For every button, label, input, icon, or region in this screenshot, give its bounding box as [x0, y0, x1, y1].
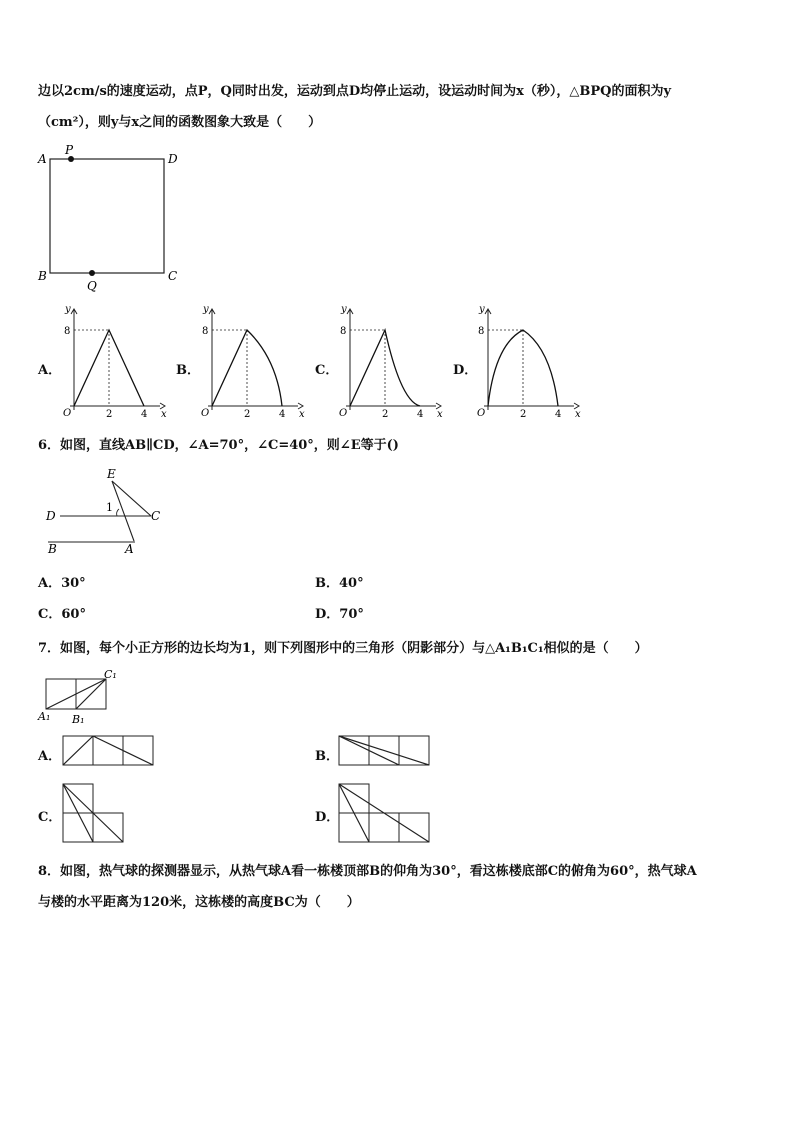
x-axis-label: x	[161, 409, 167, 420]
line-ea	[112, 481, 134, 541]
label-e: E	[107, 467, 116, 481]
q5-square-figure	[34, 142, 194, 292]
tick-label-4: 4	[141, 409, 148, 420]
tick-label-2: 2	[106, 409, 113, 420]
label-c1: C₁	[104, 668, 117, 681]
q6-option-a: A．30°	[38, 576, 86, 591]
tick-label-8: 8	[64, 326, 71, 337]
tick-label-2: 2	[520, 409, 527, 420]
label-a: A	[125, 542, 134, 556]
y-axis-label: y	[479, 304, 485, 315]
x-axis-label: x	[575, 409, 581, 420]
q6-option-b: B．40°	[315, 576, 364, 591]
tick-label-4: 4	[417, 409, 424, 420]
q5-option-d-letter: D．	[453, 363, 478, 378]
tick-label-2: 2	[382, 409, 389, 420]
q5-option-c-letter: C．	[315, 363, 339, 378]
origin-label: O	[63, 408, 72, 419]
label-a1: A₁	[38, 710, 51, 723]
label-b: B	[38, 269, 47, 283]
q7-option-d-figure	[338, 783, 432, 845]
tick-label-8: 8	[202, 326, 209, 337]
side-b1c1	[76, 679, 106, 709]
origin-label: O	[477, 408, 486, 419]
q7-option-c-figure	[62, 783, 126, 845]
x-axis-label: x	[299, 409, 305, 420]
point-q	[89, 270, 95, 276]
q7-option-d-letter: D．	[315, 810, 340, 825]
q5-graph-d	[474, 302, 584, 420]
q5-graph-a	[60, 302, 170, 420]
label-d: D	[46, 509, 56, 523]
label-q: Q	[87, 279, 97, 292]
origin-label: O	[339, 408, 348, 419]
tick-label-2: 2	[244, 409, 251, 420]
tick-label-4: 4	[555, 409, 562, 420]
y-axis-label: y	[341, 304, 347, 315]
q6-stem: 6．如图，直线AB∥CD，∠A=70°，∠C=40°，则∠E等于()	[38, 438, 399, 453]
q7-option-a-letter: A．	[38, 749, 62, 764]
tick-label-8: 8	[340, 326, 347, 337]
q7-option-b-letter: B．	[315, 749, 339, 764]
q7-reference-figure	[34, 668, 134, 732]
origin-label: O	[201, 408, 210, 419]
q7-option-b-figure	[338, 735, 432, 767]
label-b1: B₁	[72, 713, 85, 726]
label-c: C	[168, 269, 178, 283]
q6-option-c: C．60°	[38, 607, 86, 622]
q7-option-c-letter: C．	[38, 810, 62, 825]
q6-option-d: D．70°	[315, 607, 364, 622]
q7-option-a-figure	[62, 735, 156, 767]
angle-1-arc	[117, 509, 119, 516]
y-axis-label: y	[203, 304, 209, 315]
q5-stem-line1: 边以2cm/s的速度运动，点P，Q同时出发，运动到点D均停止运动，设运动时间为x（秒），△BPQ的面积为y	[38, 84, 672, 99]
label-b: B	[48, 542, 57, 556]
q7-stem: 7．如图，每个小正方形的边长均为1，则下列图形中的三角形（阴影部分）与△A₁B₁C₁相似的是（ ）	[38, 641, 648, 656]
square-outline	[50, 159, 164, 273]
label-d: D	[168, 152, 178, 166]
q5-graph-c	[336, 302, 446, 420]
label-p: P	[65, 143, 74, 157]
y-axis-label: y	[65, 304, 71, 315]
q5-graph-b	[198, 302, 308, 420]
label-a: A	[38, 152, 47, 166]
q8-stem-line1: 8．如图，热气球的探测器显示，从热气球A看一栋楼顶部B的仰角为30°，看这栋楼底部C的俯角为60°，热气球A	[38, 864, 697, 879]
q5-stem-line2: （cm²），则y与x之间的函数图象大致是（ ）	[38, 115, 322, 130]
q5-option-a-letter: A．	[38, 363, 62, 378]
q8-stem-line2: 与楼的水平距离为120米，这栋楼的高度BC为（ ）	[38, 895, 360, 910]
label-c: C	[151, 509, 161, 523]
tick-label-4: 4	[279, 409, 286, 420]
q6-figure	[38, 466, 178, 558]
q5-option-b-letter: B．	[176, 363, 200, 378]
label-angle-1: 1	[106, 501, 113, 514]
x-axis-label: x	[437, 409, 443, 420]
tick-label-8: 8	[478, 326, 485, 337]
